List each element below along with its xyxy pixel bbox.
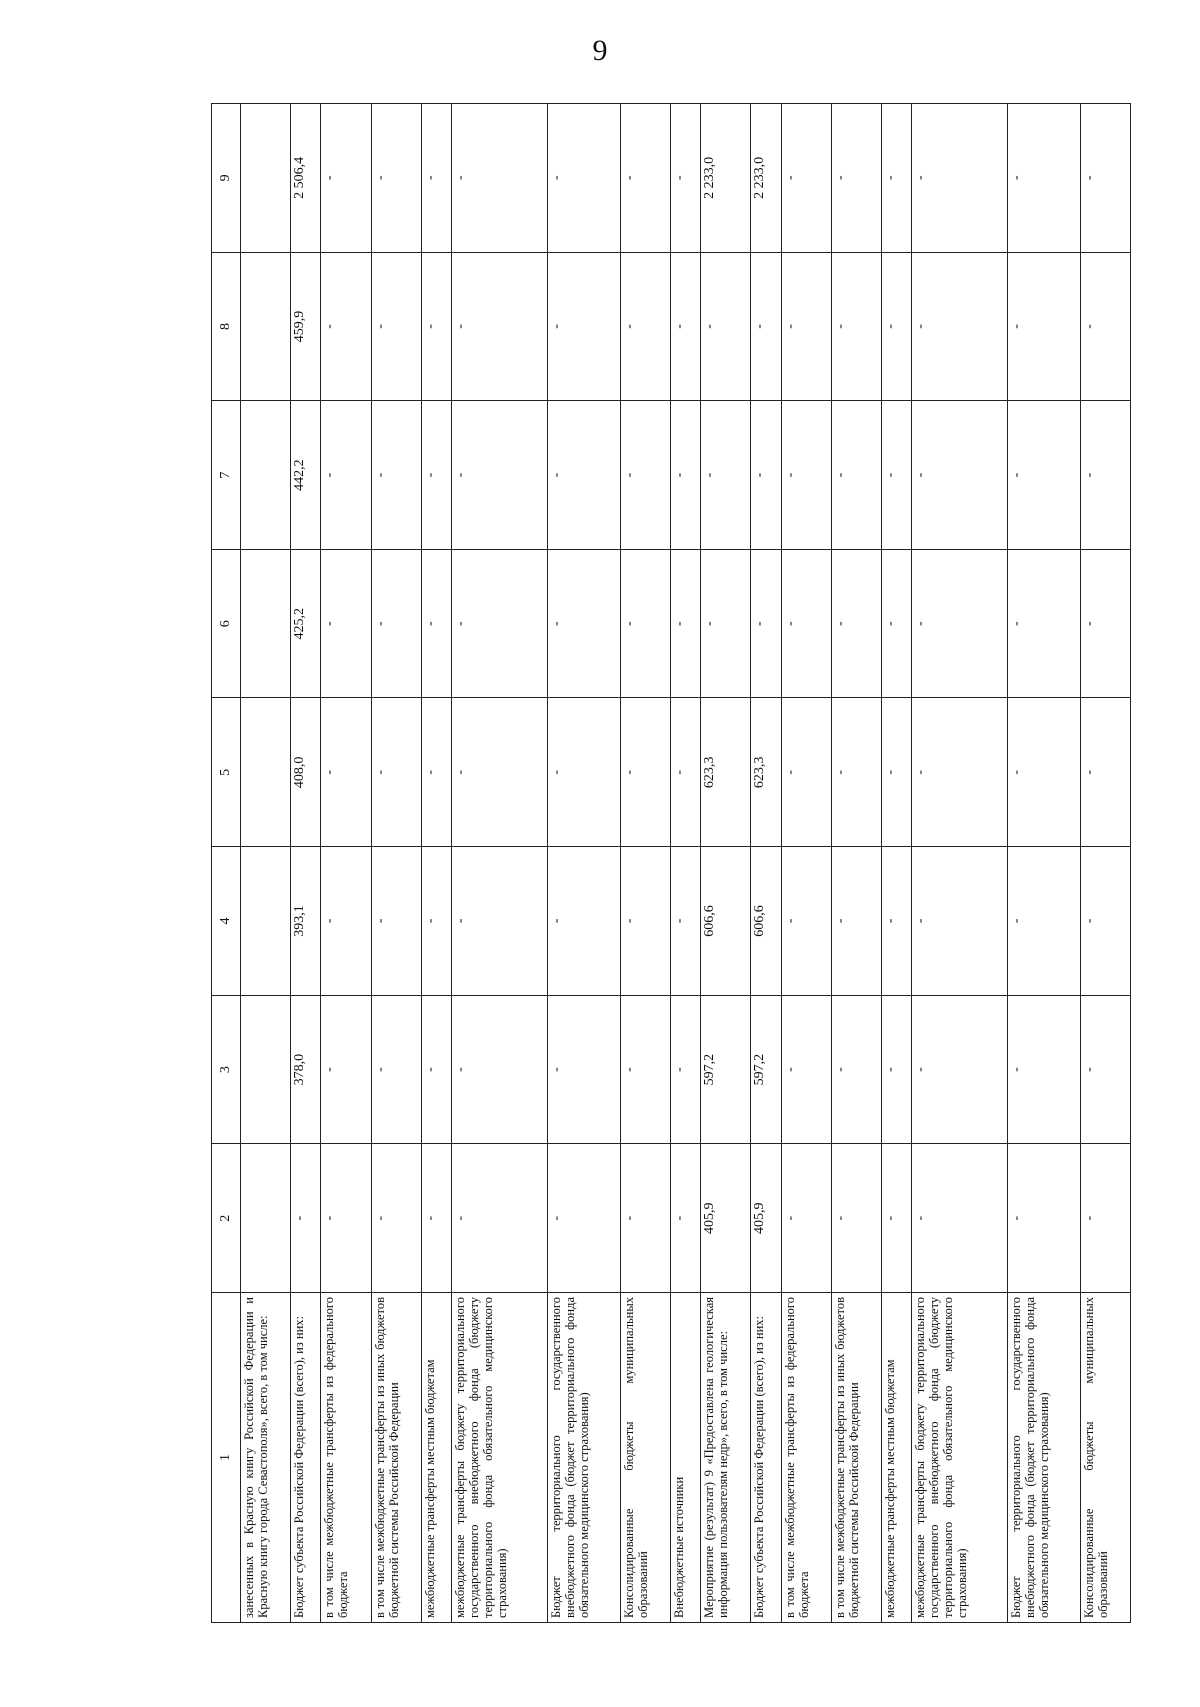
row-label: межбюджетные трансферты бюджету территориального государственного внебюджетного фонда (бюджету территориального фонда обязательного медицинского страхования)	[912, 1293, 1008, 1623]
value-cell: -	[321, 549, 371, 698]
row-label: занесенных в Красную книгу Российской Федерации и Красную книгу города Севастополя», всего, в том числе:	[241, 1293, 291, 1623]
value-cell: -	[1007, 401, 1080, 550]
value-cell: 597,2	[701, 995, 751, 1144]
value-cell: -	[547, 1144, 620, 1293]
row-label: межбюджетные трансферты бюджету территориального государственного внебюджетного фонда (бюджету территориального фонда обязательного медицинского страхования)	[452, 1293, 548, 1623]
value-cell: 442,2	[291, 401, 321, 550]
value-cell: -	[881, 995, 911, 1144]
value-cell: -	[1007, 549, 1080, 698]
value-cell: 405,9	[751, 1144, 781, 1293]
row-label: Бюджет территориального государственного внебюджетного фонда (бюджет территориального фонда обязательного медицинского страхования)	[547, 1293, 620, 1623]
value-cell: -	[912, 549, 1008, 698]
value-cell: 405,9	[701, 1144, 751, 1293]
value-cell: -	[781, 698, 831, 847]
value-cell: -	[670, 549, 700, 698]
value-cell: -	[547, 995, 620, 1144]
value-cell: -	[670, 104, 700, 253]
header-row	[212, 104, 241, 1623]
value-cell: -	[421, 847, 451, 996]
value-cell: -	[421, 698, 451, 847]
table-row	[781, 104, 831, 1623]
column-header-4: 4	[212, 847, 241, 996]
value-cell: -	[781, 104, 831, 253]
value-cell: 2 233,0	[701, 104, 751, 253]
value-cell	[241, 995, 291, 1144]
value-cell: -	[371, 847, 421, 996]
table-row	[547, 104, 620, 1623]
value-cell: -	[831, 1144, 881, 1293]
row-label: в том числе межбюджетные трансферты из иных бюджетов бюджетной системы Российской Федерации	[371, 1293, 421, 1623]
value-cell: -	[371, 104, 421, 253]
value-cell: -	[620, 252, 670, 401]
value-cell: -	[1007, 698, 1080, 847]
value-cell	[241, 1144, 291, 1293]
value-cell: -	[321, 104, 371, 253]
row-label: Бюджет субъекта Российской Федерации (всего), из них:	[291, 1293, 321, 1623]
value-cell: -	[1007, 252, 1080, 401]
row-label: в том числе межбюджетные трансферты из иных бюджетов бюджетной системы Российской Федерации	[831, 1293, 881, 1623]
row-label: в том числе межбюджетные трансферты из федерального бюджета	[781, 1293, 831, 1623]
value-cell: -	[831, 549, 881, 698]
value-cell: -	[1007, 995, 1080, 1144]
row-label: Консолидированные бюджеты муниципальных образований	[1080, 1293, 1130, 1623]
value-cell: -	[620, 104, 670, 253]
value-cell: -	[881, 401, 911, 550]
value-cell: -	[547, 549, 620, 698]
value-cell: -	[421, 549, 451, 698]
value-cell: 606,6	[751, 847, 781, 996]
value-cell: -	[620, 698, 670, 847]
value-cell: -	[701, 401, 751, 550]
value-cell	[241, 104, 291, 253]
value-cell: -	[620, 1144, 670, 1293]
page-number: 9	[592, 34, 608, 67]
value-cell: -	[321, 252, 371, 401]
table-body	[241, 104, 1131, 1623]
table-row	[241, 104, 291, 1623]
value-cell: 378,0	[291, 995, 321, 1144]
value-cell: -	[321, 995, 371, 1144]
value-cell: -	[1007, 104, 1080, 253]
value-cell: -	[452, 995, 548, 1144]
value-cell: -	[912, 252, 1008, 401]
value-cell: -	[751, 252, 781, 401]
column-header-7: 7	[212, 401, 241, 550]
value-cell: -	[881, 549, 911, 698]
row-label: в том числе межбюджетные трансферты из федерального бюджета	[321, 1293, 371, 1623]
value-cell: -	[620, 401, 670, 550]
value-cell: -	[912, 1144, 1008, 1293]
value-cell: -	[781, 252, 831, 401]
value-cell: -	[1080, 252, 1130, 401]
value-cell: -	[291, 1144, 321, 1293]
value-cell: -	[701, 252, 751, 401]
value-cell: -	[831, 847, 881, 996]
value-cell: -	[1007, 847, 1080, 996]
value-cell: -	[1080, 1144, 1130, 1293]
column-header-8: 8	[212, 252, 241, 401]
row-label: межбюджетные трансферты местным бюджетам	[881, 1293, 911, 1623]
value-cell: -	[912, 995, 1008, 1144]
table-row	[751, 104, 781, 1623]
value-cell: -	[321, 1144, 371, 1293]
value-cell: -	[321, 401, 371, 550]
table-row	[371, 104, 421, 1623]
budget-table-rotated	[211, 103, 1131, 1623]
value-cell: -	[781, 401, 831, 550]
value-cell: -	[452, 1144, 548, 1293]
row-label: Мероприятие (результат) 9 «Предоставлена геологическая информация пользователям недр», всего, в том числе:	[701, 1293, 751, 1623]
value-cell: -	[547, 698, 620, 847]
value-cell: 606,6	[701, 847, 751, 996]
value-cell: -	[421, 401, 451, 550]
value-cell: 623,3	[751, 698, 781, 847]
table-row	[321, 104, 371, 1623]
value-cell: -	[831, 401, 881, 550]
value-cell: -	[371, 252, 421, 401]
value-cell: 597,2	[751, 995, 781, 1144]
table-row	[670, 104, 700, 1623]
value-cell: -	[670, 995, 700, 1144]
value-cell: 459,9	[291, 252, 321, 401]
value-cell: -	[1007, 1144, 1080, 1293]
table-row	[912, 104, 1008, 1623]
value-cell: -	[371, 401, 421, 550]
row-label: Бюджет территориального государственного внебюджетного фонда (бюджет территориального фонда обязательного медицинского страхования)	[1007, 1293, 1080, 1623]
table-row	[452, 104, 548, 1623]
value-cell: -	[547, 401, 620, 550]
value-cell: -	[831, 104, 881, 253]
value-cell: -	[1080, 104, 1130, 253]
value-cell: -	[912, 104, 1008, 253]
value-cell: -	[1080, 549, 1130, 698]
value-cell: -	[912, 847, 1008, 996]
value-cell: -	[670, 698, 700, 847]
value-cell: -	[670, 847, 700, 996]
value-cell: -	[881, 847, 911, 996]
value-cell: -	[670, 401, 700, 550]
value-cell: -	[547, 847, 620, 996]
value-cell: 2 506,4	[291, 104, 321, 253]
value-cell: -	[751, 401, 781, 550]
column-header-9: 9	[212, 104, 241, 253]
table-row	[881, 104, 911, 1623]
table-row	[620, 104, 670, 1623]
value-cell: -	[421, 252, 451, 401]
value-cell: -	[781, 847, 831, 996]
value-cell	[241, 847, 291, 996]
value-cell: -	[1080, 698, 1130, 847]
value-cell: -	[1080, 847, 1130, 996]
table-row	[421, 104, 451, 1623]
budget-table	[211, 103, 1131, 1623]
value-cell: -	[620, 847, 670, 996]
value-cell: -	[452, 847, 548, 996]
value-cell: -	[751, 549, 781, 698]
value-cell	[241, 549, 291, 698]
value-cell: -	[371, 995, 421, 1144]
value-cell	[241, 698, 291, 847]
value-cell: -	[321, 698, 371, 847]
value-cell: -	[881, 252, 911, 401]
value-cell: -	[421, 104, 451, 253]
column-header-5: 5	[212, 698, 241, 847]
column-header-6: 6	[212, 549, 241, 698]
value-cell: -	[452, 549, 548, 698]
value-cell	[241, 401, 291, 550]
value-cell: 425,2	[291, 549, 321, 698]
column-header-1: 1	[212, 1293, 241, 1623]
value-cell: -	[670, 252, 700, 401]
value-cell: -	[831, 698, 881, 847]
value-cell: -	[371, 549, 421, 698]
column-header-3: 3	[212, 995, 241, 1144]
value-cell: -	[701, 549, 751, 698]
value-cell: -	[881, 104, 911, 253]
value-cell: -	[620, 549, 670, 698]
value-cell: -	[1080, 401, 1130, 550]
value-cell: -	[781, 549, 831, 698]
value-cell: -	[421, 995, 451, 1144]
value-cell: -	[831, 252, 881, 401]
value-cell	[241, 252, 291, 401]
value-cell: -	[670, 1144, 700, 1293]
value-cell: -	[452, 104, 548, 253]
value-cell: -	[881, 1144, 911, 1293]
value-cell: -	[1080, 995, 1130, 1144]
value-cell: -	[781, 995, 831, 1144]
value-cell: -	[831, 995, 881, 1144]
table-row	[291, 104, 321, 1623]
value-cell: -	[371, 698, 421, 847]
table-row	[701, 104, 751, 1623]
value-cell: 408,0	[291, 698, 321, 847]
value-cell: -	[547, 252, 620, 401]
value-cell: -	[912, 698, 1008, 847]
value-cell: 2 233,0	[751, 104, 781, 253]
value-cell: -	[547, 104, 620, 253]
value-cell: -	[371, 1144, 421, 1293]
value-cell: 393,1	[291, 847, 321, 996]
column-header-2: 2	[212, 1144, 241, 1293]
value-cell: -	[452, 401, 548, 550]
value-cell: -	[321, 847, 371, 996]
row-label: межбюджетные трансферты местным бюджетам	[421, 1293, 451, 1623]
table-row	[831, 104, 881, 1623]
value-cell: -	[912, 401, 1008, 550]
row-label: Консолидированные бюджеты муниципальных образований	[620, 1293, 670, 1623]
row-label: Бюджет субъекта Российской Федерации (всего), из них:	[751, 1293, 781, 1623]
table-row	[1007, 104, 1080, 1623]
row-label: Внебюджетные источники	[670, 1293, 700, 1623]
value-cell: -	[881, 698, 911, 847]
value-cell: -	[620, 995, 670, 1144]
value-cell: -	[452, 252, 548, 401]
value-cell: 623,3	[701, 698, 751, 847]
value-cell: -	[421, 1144, 451, 1293]
value-cell: -	[781, 1144, 831, 1293]
value-cell: -	[452, 698, 548, 847]
table-row	[1080, 104, 1130, 1623]
